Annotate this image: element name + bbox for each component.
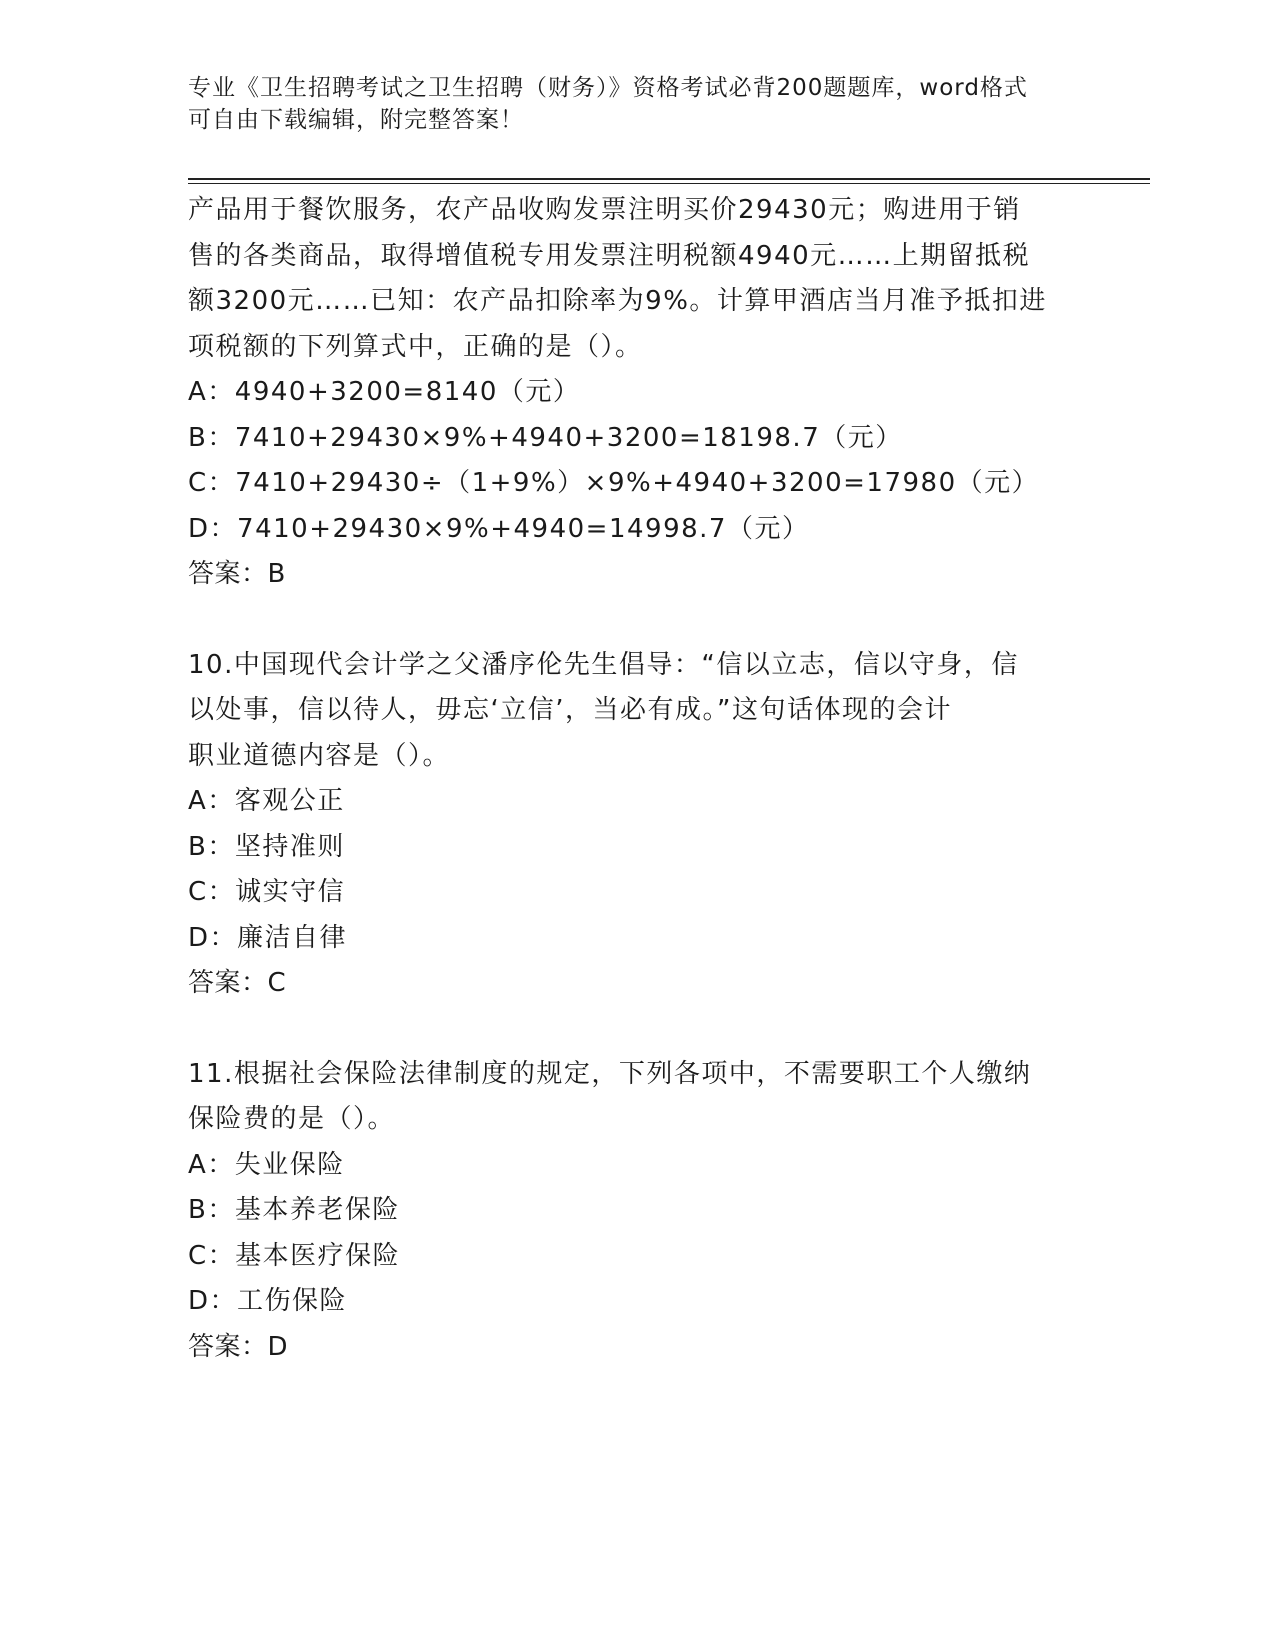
answer-line: 答案：D bbox=[188, 1331, 289, 1362]
option-b: B：基本养老保险 bbox=[188, 1195, 400, 1225]
question-stem-line: 职业道德内容是（）。 bbox=[188, 740, 451, 771]
question-9 bbox=[188, 188, 1088, 598]
question-spacer bbox=[188, 1007, 1088, 1052]
option-c: C：基本医疗保险 bbox=[188, 1240, 401, 1271]
question-stem-line: 售的各类商品，取得增值税专用发票注明税额4940元……上期留抵税 bbox=[188, 240, 1031, 271]
answer-line: 答案：C bbox=[188, 968, 287, 998]
option-c: C：7410+29430÷（1+9%）×9%+4940+3200=17980（元） bbox=[188, 468, 1040, 498]
option-b: B：7410+29430×9%+4940+3200=18198.7（元） bbox=[188, 422, 903, 453]
option-a: A：失业保险 bbox=[188, 1149, 345, 1180]
option-d: D：工伤保险 bbox=[188, 1286, 348, 1316]
header-title-line-2: 可自由下载编辑，附完整答案！ bbox=[188, 107, 524, 133]
document-header bbox=[188, 72, 1068, 136]
header-divider-thick bbox=[188, 178, 1150, 180]
question-stem-line: 项税额的下列算式中，正确的是（）。 bbox=[188, 331, 643, 362]
answer-line: 答案：B bbox=[188, 559, 286, 589]
question-10 bbox=[188, 643, 1088, 1007]
question-stem-line: 产品用于餐饮服务，农产品收购发票注明买价29430元；购进用于销 bbox=[188, 195, 1021, 225]
header-divider-thin bbox=[188, 183, 1150, 184]
option-c: C：诚实守信 bbox=[188, 877, 346, 907]
header-title-line-1: 专业《卫生招聘考试之卫生招聘（财务）》资格考试必背200题题库，word格式 bbox=[188, 75, 1028, 101]
option-a: A：4940+3200=8140（元） bbox=[188, 377, 581, 407]
option-d: D：廉洁自律 bbox=[188, 922, 348, 953]
option-d: D：7410+29430×9%+4940=14998.7（元） bbox=[188, 513, 810, 544]
question-list bbox=[188, 188, 1088, 1370]
question-stem-line: 10.中国现代会计学之父潘序伦先生倡导：“信以立志，信以守身，信 bbox=[188, 649, 1019, 680]
question-stem-line: 以处事，信以待人，毋忘‘立信’，当必有成。”这句话体现的会计 bbox=[188, 695, 952, 725]
question-spacer bbox=[188, 598, 1088, 643]
question-stem-line: 11.根据社会保险法律制度的规定，下列各项中，不需要职工个人缴纳 bbox=[188, 1058, 1032, 1089]
question-11 bbox=[188, 1052, 1088, 1371]
option-b: B：坚持准则 bbox=[188, 831, 345, 862]
question-stem-line: 保险费的是（）。 bbox=[188, 1104, 396, 1134]
option-a: A：客观公正 bbox=[188, 786, 345, 816]
question-stem-line: 额3200元……已知：农产品扣除率为9%。计算甲酒店当月准予抵扣进 bbox=[188, 286, 1047, 316]
